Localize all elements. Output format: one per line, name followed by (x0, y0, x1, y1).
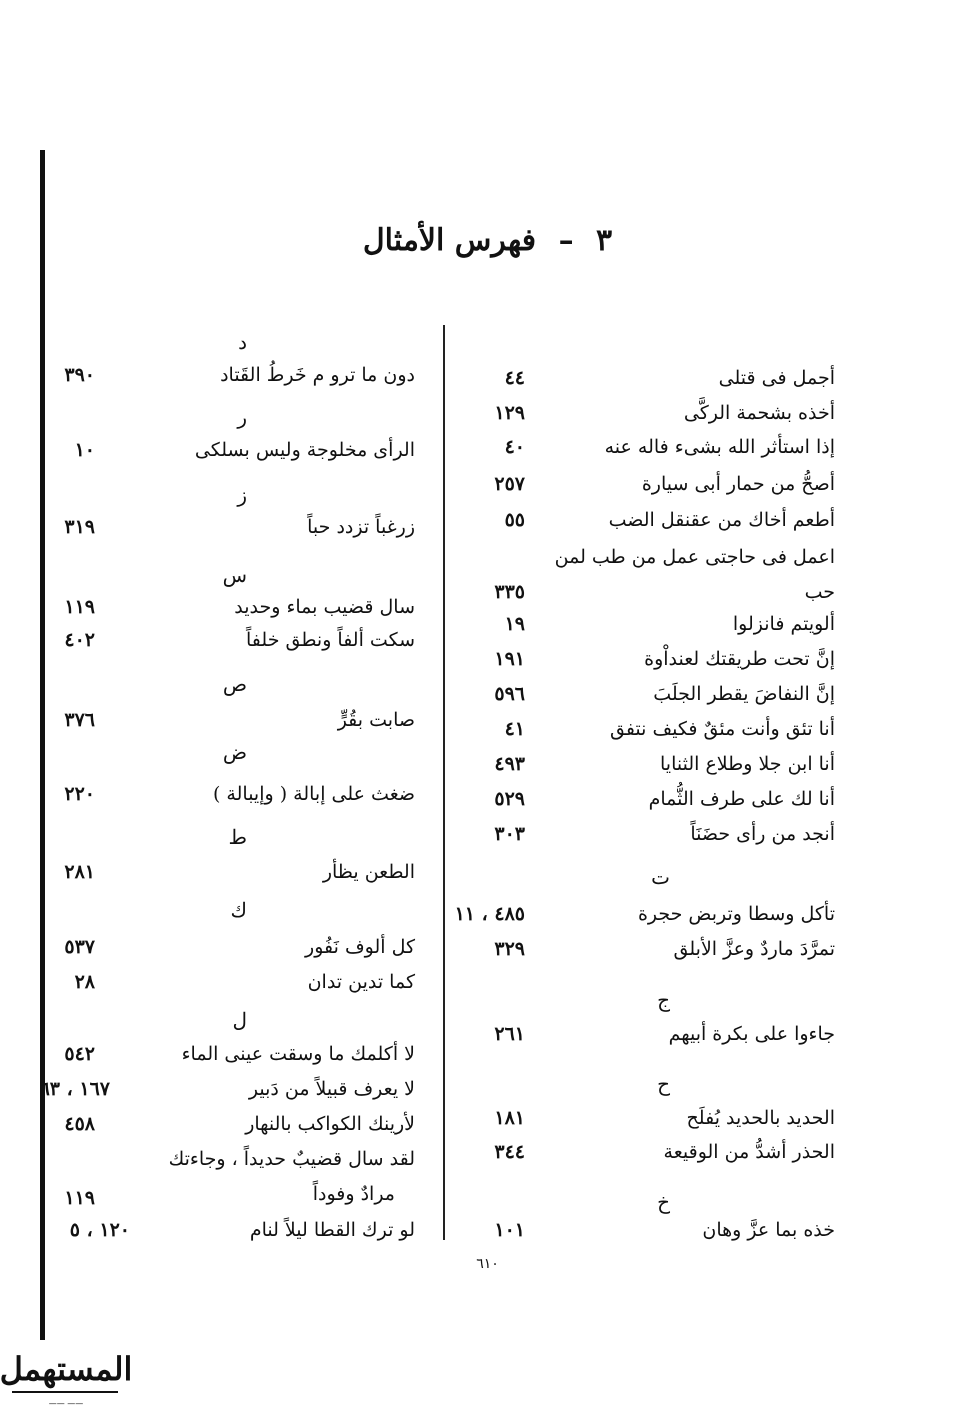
section-letter: ج (657, 988, 670, 1012)
entry-text: الحديد بالحديد يُفلَح (686, 1107, 835, 1129)
entry-page: ١٨١ (494, 1107, 525, 1129)
entry-page: ٥٣٧ (64, 936, 95, 958)
entry-text: أنا تئق وأنت مئقٌ فكيف نتفق (609, 718, 835, 740)
title-text: فهرس الأمثال (362, 223, 537, 258)
section-letter: د (238, 330, 247, 354)
section-letter: ت (651, 865, 670, 889)
entry-text: خذه بما عزَّ وهان (702, 1219, 835, 1241)
entry-page: ١٢٠ ، ٥ (69, 1219, 130, 1241)
entry-text: صابت بقُرٍّ (337, 709, 415, 731)
entry-text: جاءوا على بكرة أبيهم (668, 1023, 835, 1045)
entry-page: ٣٤٤ (494, 1141, 525, 1163)
entry-page: ١١٩ (64, 1187, 95, 1209)
svg-text:—— ——: —— —— (48, 1399, 84, 1408)
entry-page: ١٠١ (494, 1219, 525, 1241)
entry-text: الحذر أشدُّ من الوقيعة (663, 1141, 835, 1163)
entry-page: ١٠ (74, 439, 95, 461)
entry-page: ٤٥٨ (64, 1113, 95, 1135)
entry-text: كل ألوف نَفُور (305, 936, 415, 958)
entry-page: ١٩١ (494, 648, 525, 670)
title-dash: – (558, 223, 574, 258)
entry-page: ٥٥ (504, 509, 525, 531)
entry-text: سكت ألفاً ونطق خلفاً (246, 629, 415, 651)
entry-page: ٣٠٣ (494, 823, 525, 845)
entry-text: زرغباً تزدد حباً (307, 516, 415, 538)
entry-page: ٢٦١ (494, 1023, 525, 1045)
entry-page: ٥٢٩ (494, 788, 525, 810)
entry-text: أجمل فى قتلى (718, 367, 835, 389)
entry-page: ٤١ (504, 718, 525, 740)
entry-text: لقد سال قضيبٌ حديداً ، وجاءتك (168, 1148, 415, 1170)
entry-text-continued: حب (804, 581, 835, 603)
entry-text: أصحُّ من حمار أبى سيارة (641, 473, 835, 495)
entry-page: ٢٥٧ (494, 473, 525, 495)
entry-page: ٣٧٦ (64, 709, 95, 731)
entry-page: ١٦٧ ، ٦٣ (39, 1078, 110, 1100)
entry-text: كما تدين تدان (307, 971, 415, 993)
entry-text: لأرينك الكواكب بالنهار (245, 1113, 415, 1135)
entry-page: ١٩ (504, 613, 525, 635)
section-letter: ط (228, 825, 247, 849)
entry-text: الرأى مخلوجة وليس بسلكى (194, 439, 415, 461)
entry-text: تأكل وسطا وتربض حجرة (637, 903, 835, 925)
section-letter: ص (222, 672, 247, 696)
section-letter: ر (237, 405, 247, 429)
entry-text: الطعن يظأر (322, 861, 415, 883)
entry-text: أنجد من رأى حضَنَاً (690, 823, 835, 845)
entry-page: ٢٢٠ (64, 783, 95, 805)
library-stamp-logo (0, 1340, 133, 1412)
entry-text: أطعم أخاك من عقنقل الضب (608, 509, 835, 531)
entry-text: ضغث على إبالة ( وإيبالة ) (212, 783, 415, 805)
entry-page: ٣٣٥ (494, 581, 525, 603)
entry-page: ٣٢٩ (494, 938, 525, 960)
entry-page: ٥٩٦ (494, 683, 525, 705)
section-letter: خ (657, 1190, 670, 1214)
entry-page: ٢٨١ (64, 861, 95, 883)
entry-page: ٤٠٢ (64, 629, 95, 651)
entry-text: لا يعرف قبيلاً من دَبير (248, 1078, 415, 1100)
entry-page: ٣١٩ (64, 516, 95, 538)
section-letter: ل (232, 1008, 247, 1032)
entry-text-continued: مرادٌ وفوداً (312, 1183, 395, 1205)
entry-page: ٤٩٣ (494, 753, 525, 775)
entry-page: ٤٤ (504, 367, 525, 389)
section-letter: ح (657, 1072, 670, 1096)
entry-text: سال قضيب بماء وحديد (234, 596, 415, 618)
section-letter: ك (230, 898, 247, 922)
entry-text: ألويتم فانزلوا (732, 613, 835, 635)
entry-text: أخذه بشحمة الركَّى (683, 402, 835, 424)
entry-page: ٣٩٠ (64, 364, 95, 386)
entry-text: دون ما ترو م خَرطُ القَتاد (220, 364, 415, 386)
entry-text: اعمل فى حاجتى عمل من طب لمن (554, 546, 835, 568)
entry-page: ٤٨٥ ، ١١ (454, 903, 525, 925)
entry-page: ١٢٩ (494, 402, 525, 424)
section-letter: ض (222, 740, 247, 764)
entry-text: إنَّ تحت طريقتك لعنداْوة (644, 648, 835, 670)
svg-text:المستهمل: المستهمل (0, 1350, 133, 1388)
entry-text: أنا ابن جلا وطلاع الثنايا (660, 753, 835, 775)
section-letter: ز (237, 483, 247, 507)
entry-page: ٥٤٢ (64, 1043, 95, 1065)
title-number: ٣ (596, 223, 613, 258)
entry-text: إذا استأثر الله بشىء فاله عنه (604, 436, 835, 458)
entry-text: لو ترك القطا ليلاً لنام (249, 1219, 415, 1241)
entry-page: ٢٨ (74, 971, 95, 993)
entry-text: لا أكلمك ما وسقت عينى الماء (181, 1043, 415, 1065)
entry-page: ٤٠ (504, 436, 525, 458)
entry-text: أنا لك على طرف الثُّمام (648, 788, 835, 810)
page-number: ٦١٠ (476, 1256, 499, 1272)
entry-text: تمرَّدَ ماردٌ وعزَّ الأبلق (673, 938, 835, 960)
section-letter: س (222, 563, 247, 587)
entry-text: إنَّ النفاضَ يقطر الجلَبَ (653, 683, 835, 705)
entry-page: ١١٩ (64, 596, 95, 618)
